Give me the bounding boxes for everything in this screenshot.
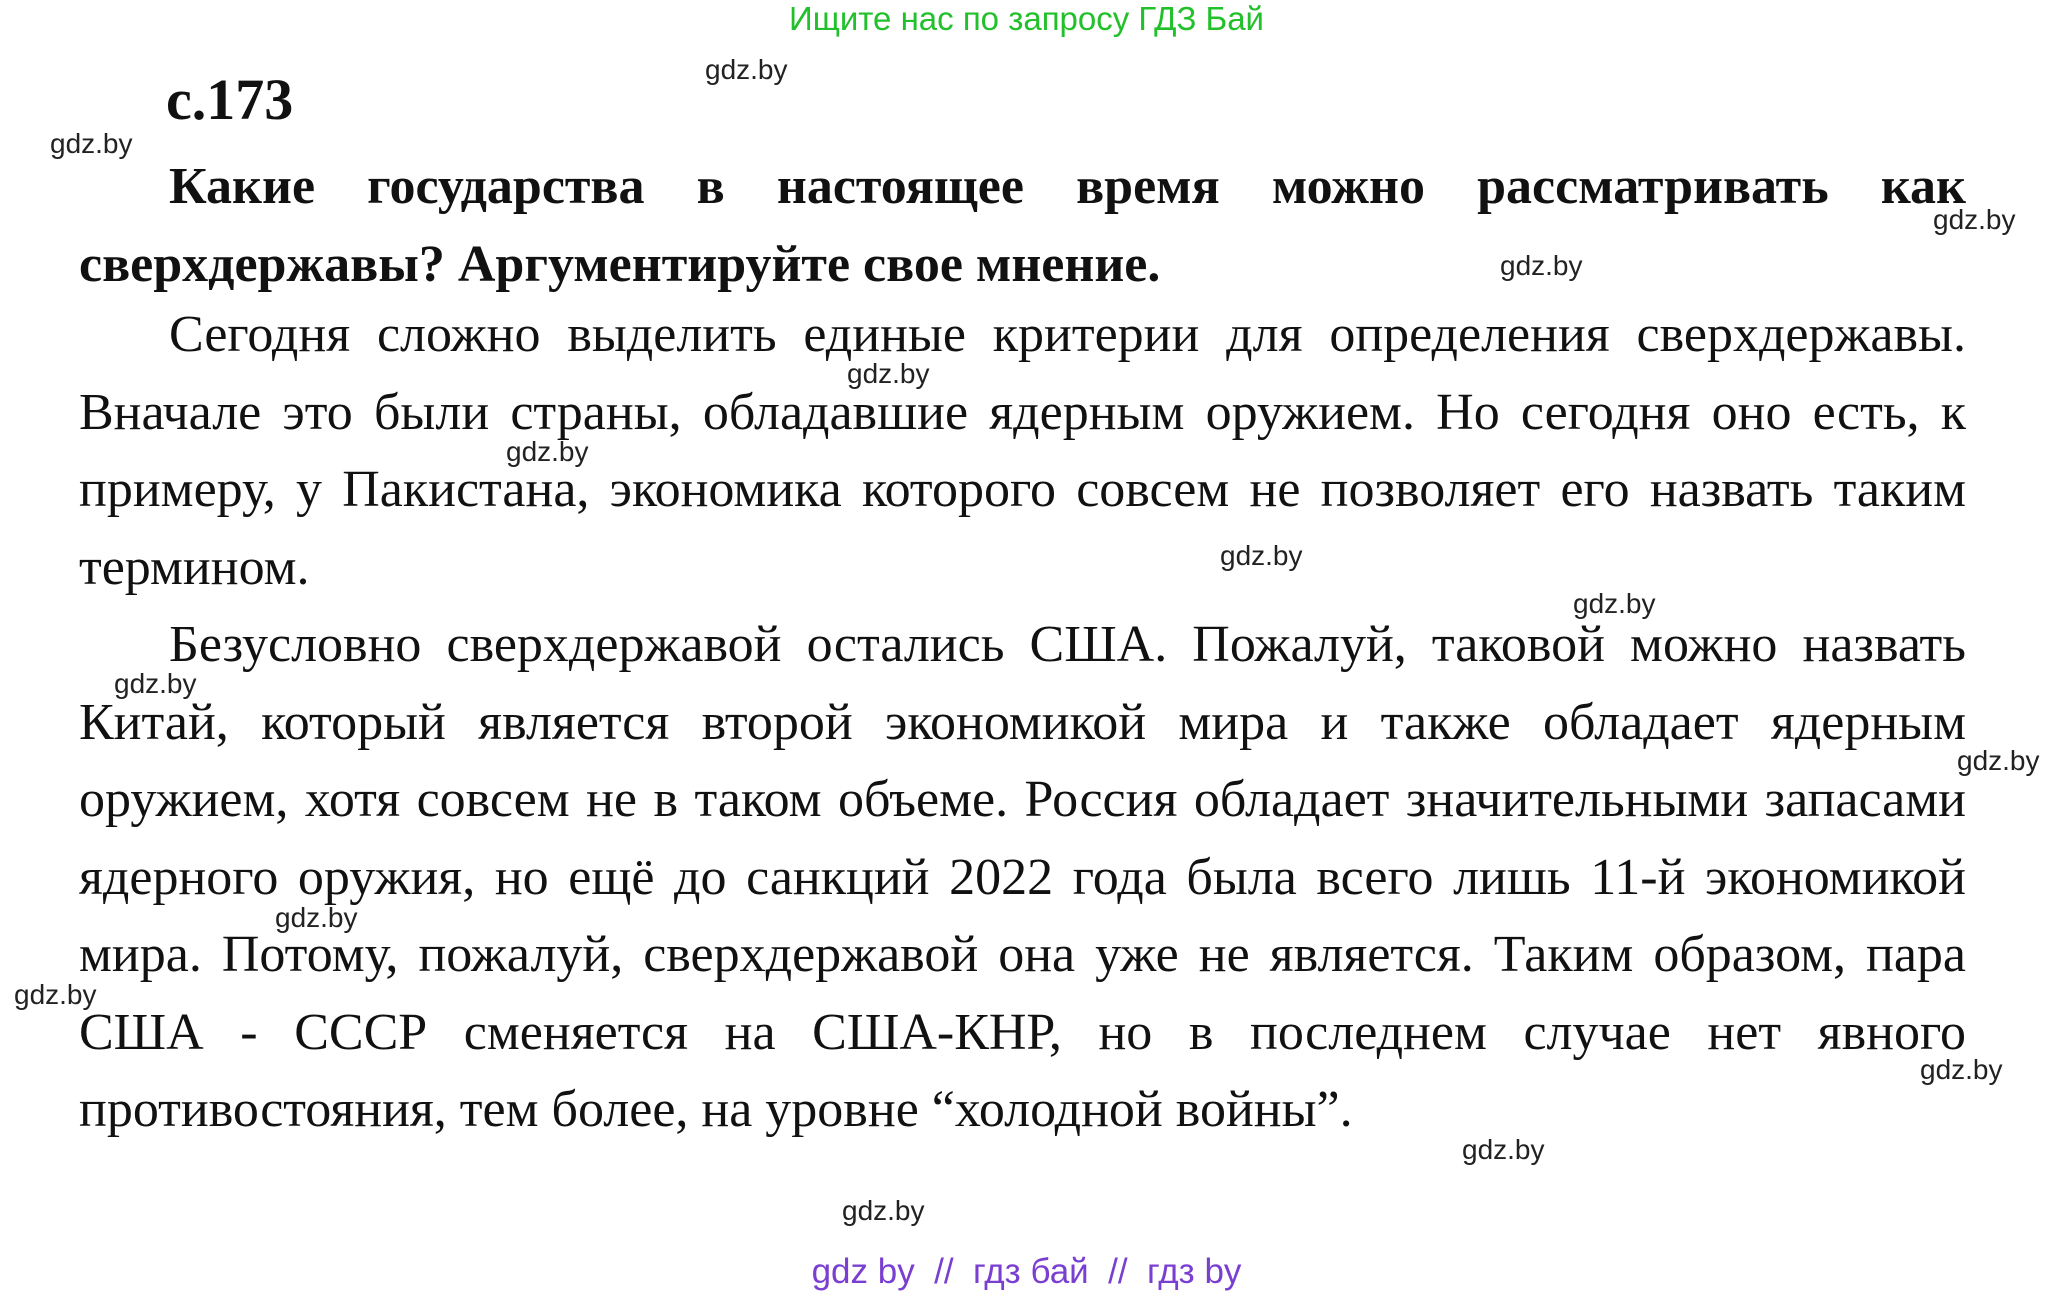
watermark: gdz.by — [506, 436, 589, 467]
watermark: gdz.by — [1573, 588, 1656, 619]
page-number: с.173 — [166, 67, 294, 132]
watermark: gdz.by — [842, 1195, 925, 1226]
watermark: gdz.by — [1920, 1054, 2003, 1085]
question-heading: Какие государства в настоящее время можно рассматривать как сверхдержавы? Аргументируйте свое мнение. — [79, 158, 1966, 293]
watermark: gdz.by — [705, 54, 788, 85]
footer-links: gdz by // гдз бай // гдз by — [811, 1252, 1242, 1291]
watermark: gdz.by — [275, 902, 358, 933]
watermark: gdz.by — [1933, 204, 2016, 235]
watermark: gdz.by — [1220, 540, 1303, 571]
watermark: gdz.by — [114, 668, 197, 699]
watermark: gdz.by — [14, 979, 97, 1010]
watermark: gdz.by — [1957, 745, 2040, 776]
watermark: gdz.by — [50, 128, 133, 159]
answer-paragraph: Сегодня сложно выделить единые критерии для определения сверхдержавы. Вначале это были страны, обладавшие ядерным оружием. Но сегодня оно есть, к примеру, у Пакистана, экономика которого совсем не позволяет его назвать таким термином. — [79, 306, 1966, 596]
top-banner: Ищите нас по запросу ГДЗ Бай — [789, 0, 1264, 37]
answer-paragraph: Безусловно сверхдержавой остались США. Пожалуй, таковой можно назвать Китай, который является второй экономикой мира и также обладает ядерным оружием, хотя совсем не в таком объеме. Россия обладает значительными запасами ядерного оружия, но ещё до санкций 2022 года была всего лишь 11-й экономикой мира. Потому, пожалуй, сверхдержавой она уже не является. Таким образом, пара США - СССР сменяется на США-КНР, но в последнем случае нет явного противостояния, тем более, на уровне “холодной войны”. — [79, 616, 1966, 1138]
watermark: gdz.by — [1500, 250, 1583, 281]
watermark: gdz.by — [847, 358, 930, 389]
watermark: gdz.by — [1462, 1134, 1545, 1165]
